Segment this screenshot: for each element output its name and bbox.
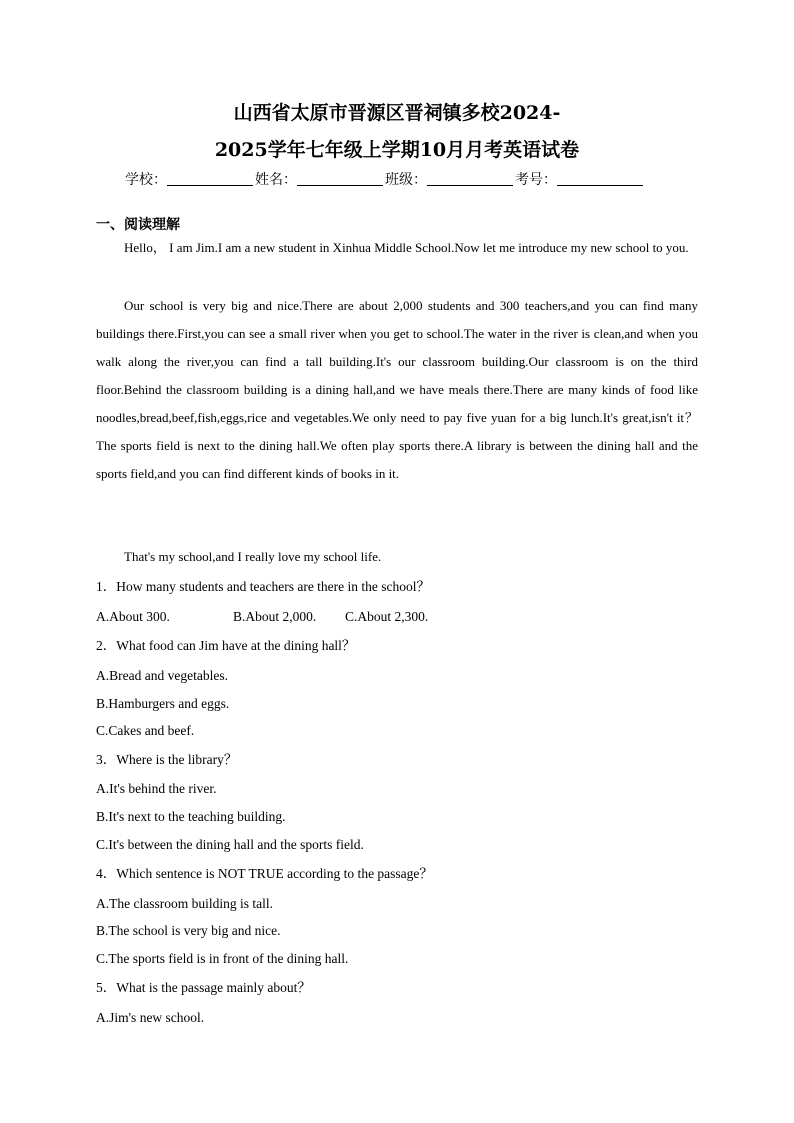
q1-option-a: A.About 300. bbox=[96, 609, 170, 624]
q1-option-c: C.About 2,300. bbox=[345, 609, 429, 624]
q3-option-c: C.It's between the dining hall and the sports field. bbox=[96, 837, 364, 852]
q4-option-b: B.The school is very big and nice. bbox=[96, 923, 281, 938]
student-info-row bbox=[125, 171, 685, 189]
question-4-stem: 4．Which sentence is NOT TRUE according to the passage？ bbox=[96, 866, 433, 881]
class-blank bbox=[427, 171, 513, 186]
q2-option-a: A.Bread and vegetables. bbox=[96, 668, 228, 683]
question-1-stem: 1．How many students and teachers are there in the school？ bbox=[96, 579, 431, 594]
class-label: 班级： bbox=[385, 172, 427, 188]
question-3-stem: 3．Where is the library？ bbox=[96, 752, 238, 767]
exam-number-label: 考号： bbox=[515, 172, 557, 188]
q3-option-b: B.It's next to the teaching building. bbox=[96, 809, 286, 824]
passage-paragraph-1: Hello， I am Jim.I am a new student in Xinhua Middle School.Now let me introduce my new school to you. bbox=[124, 240, 689, 255]
q5-option-a: A.Jim's new school. bbox=[96, 1010, 205, 1025]
question-2-stem: 2．What food can Jim have at the dining hall？ bbox=[96, 638, 356, 653]
question-1-options bbox=[96, 608, 698, 626]
q1-option-b: B.About 2,000. bbox=[233, 609, 317, 624]
q4-option-c: C.The sports field is in front of the dining hall. bbox=[96, 951, 349, 966]
exam-number-blank bbox=[557, 171, 643, 186]
school-blank bbox=[167, 171, 253, 186]
exam-title-line1: 山西省太原市晋源区晋祠镇多校2024- bbox=[233, 102, 561, 124]
question-5-stem: 5．What is the passage mainly about？ bbox=[96, 980, 311, 995]
q4-option-a: A.The classroom building is tall. bbox=[96, 896, 273, 911]
passage-paragraph-3: That's my school,and I really love my school life. bbox=[124, 549, 382, 564]
section-title: 一、阅读理解 bbox=[96, 217, 180, 233]
q3-option-a: A.It's behind the river. bbox=[96, 781, 217, 796]
name-blank bbox=[297, 171, 383, 186]
q2-option-c: C.Cakes and beef. bbox=[96, 723, 195, 738]
exam-title-line2: 2025学年七年级上学期10月月考英语试卷 bbox=[214, 139, 580, 161]
name-label: 姓名： bbox=[255, 172, 297, 188]
q2-option-b: B.Hamburgers and eggs. bbox=[96, 696, 230, 711]
passage-paragraph-2: Our school is very big and nice.There are about 2,000 students and 300 teachers,and you can find many buildings there.First,you can see a small river when you get to school.The water in the river is clean,and when you walk along the river,you can find a tall building.It's our classroom building.Our classroom is on the third floor.Behind the classroom building is a dining hall,and we have meals there.There are many kinds of food like noodles,bread,beef,fish,eggs,rice and vegetables.We only need to pay five yuan for a big lunch.It's great,isn't it？The sports field is next to the dining hall.We often play sports there.A library is between the dining hall and the sports field,and you can find different kinds of books in it. bbox=[96, 298, 698, 481]
school-label: 学校： bbox=[125, 172, 167, 188]
